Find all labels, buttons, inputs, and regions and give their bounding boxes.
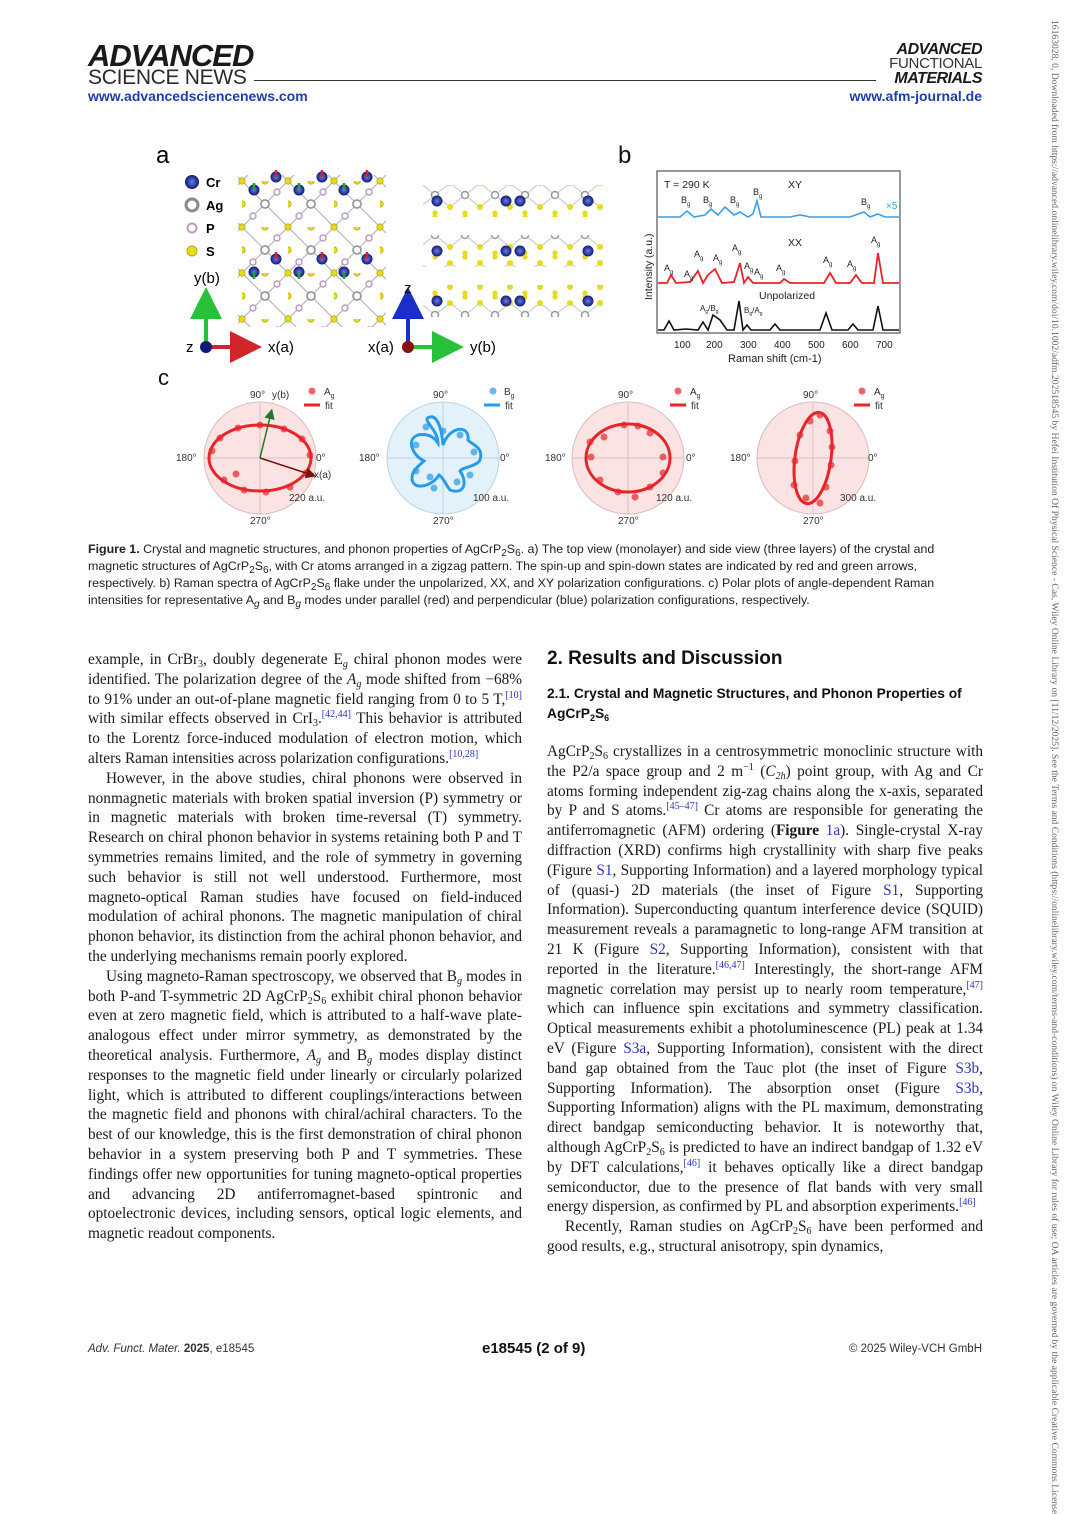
axis-label-z-side: z	[404, 280, 412, 297]
svg-text:fit: fit	[325, 401, 333, 412]
figure-s3a-link[interactable]: S3a	[623, 1039, 647, 1057]
svg-text:Ag: $A_g$	[776, 263, 786, 276]
paragraph: example, in CrBr$_3$, doubly degenerate $E_g$ chiral phonon modes were identified. The polarization degree of the $A_g$ mode shifted from −68% to 91% under an out-of-plane magnetic field ranging from 0 to 5 T,[10] with similar effects observed in CrI$_3$.[42,44] This behavior is attributed to the Lorentz force-induced modulation of electron motion, which alters Raman intensities across polarization configurations.[10,28]	[88, 651, 522, 767]
citation-link[interactable]: [10,28]	[449, 748, 479, 760]
axis-label-yb: y(b)	[194, 270, 220, 287]
svg-text:Bg: $B_g$	[703, 195, 713, 208]
svg-text:90°: 90°	[803, 390, 819, 401]
svg-text:180°: 180°	[359, 453, 380, 464]
citation-link[interactable]: [46]	[683, 1157, 701, 1169]
legend-ag: Ag	[206, 198, 224, 213]
svg-text:Bg: $B_g$	[504, 387, 515, 400]
header-rule	[254, 80, 876, 81]
svg-text:400: 400	[774, 340, 791, 351]
polar-plot-ag5	[176, 387, 335, 527]
unpolarized-label: Unpolarized	[759, 290, 816, 302]
svg-text:600: 600	[842, 340, 859, 351]
svg-text:Ag: $A_g$	[713, 253, 723, 266]
svg-text:Bg: $B_g$	[753, 187, 763, 200]
svg-text:300: 300	[740, 340, 757, 351]
polar-plot-bg4	[359, 387, 515, 527]
caption-label: Figure 1.	[88, 542, 140, 556]
svg-text:Bg: $B_g$	[681, 195, 691, 208]
svg-text:270°: 270°	[803, 516, 824, 527]
citation-link[interactable]: [47]	[966, 979, 983, 991]
svg-text:270°: 270°	[618, 516, 639, 527]
svg-text:180°: 180°	[545, 453, 566, 464]
journal-url-link[interactable]: www.afm-journal.de	[849, 88, 982, 104]
citation-link[interactable]: [46,47]	[715, 959, 745, 971]
xx-label: XX	[788, 237, 803, 249]
svg-text:90°: 90°	[250, 390, 266, 401]
svg-text:0°: 0°	[500, 453, 510, 464]
svg-text:Ag: $A_g$	[823, 255, 833, 268]
axis-label-xa-side: x(a)	[368, 339, 394, 356]
journal-logo	[889, 42, 982, 87]
raman-spectra-chart	[643, 171, 900, 365]
svg-text:90°: 90°	[618, 390, 634, 401]
svg-text:Ag: $A_g$	[684, 269, 694, 282]
svg-text:fit: fit	[691, 401, 699, 412]
side-view-layers	[423, 185, 603, 317]
figure-1-graphic	[150, 135, 930, 535]
svg-text:Ag: $A_g$	[324, 387, 335, 400]
svg-text:Bg: $B_g$	[861, 197, 871, 210]
svg-text:270°: 270°	[433, 516, 454, 527]
citation-link[interactable]: [45–47]	[666, 801, 698, 813]
polar-yb-label: y(b)	[272, 390, 290, 401]
figure-caption: Figure 1. Crystal and magnetic structures, and phonon properties of $AgCrP_2S_6$. a) The top view (monolayer) and side view (three layers) of the crystal and magnetic structures of $AgCrP_2S_6$, with Cr atoms arranged in a zigzag pattern. The spin-up and spin-down states are indicated by red and green arrows, respectively. b) Raman spectra of $AgCrP_2S_6$ flake under the unpolarized, XX, and XY polarization configurations. c) Polar plots of angle-dependent Raman intensities for representative $A_g$ and $B_g$ modes under parallel (red) and perpendicular (blue) polarization configurations, respectively.	[88, 542, 935, 610]
paragraph: Using magneto-Raman spectroscopy, we observed that $B_g$ modes in both P-and T-symmetric 2D $AgCrP_2S_6$ exhibit chiral phonon behavior even at zero magnetic field, which is attributed to a half-wave plate-analogous effect under mirror symmetry, as demonstrated by the theoretical analysis. Furthermore, $A_g$ and $B_g$ modes display distinct responses to the magnetic field under linearly or circularly polarized light, which is attributed to different couplings/interactions between the magnetic field and phonons with chiral/achiral characters. To the best of our knowledge, this is the first demonstration of chiral phonon behavior in a system preserving both P and T symmetries. These findings offer new opportunities for tuning magneto-optical properties and advancing 2D antiferromagnet-based spintronic and optoelectronic devices, including sensors, optical logic elements, and magnetic readout components.	[88, 967, 523, 1243]
figure-s1-link[interactable]: S1	[596, 861, 613, 879]
svg-text:Bg/Ag: $B_g/A_g$	[744, 306, 763, 317]
polar-plot-ag9	[545, 387, 701, 527]
journal-logo-line3: MATERIALS	[894, 70, 982, 88]
footer-journal-ref: Adv. Funct. Mater. 2025, e18545	[88, 1343, 255, 1355]
polar-scale-1: 220 a.u.	[289, 493, 326, 504]
panel-b-label: b	[618, 142, 632, 169]
atom-legend	[185, 175, 223, 259]
footer-page-number: e18545 (2 of 9)	[482, 1340, 586, 1357]
journal-logo-line1: ADVANCED	[896, 41, 982, 58]
svg-text:Bg: $B_g$	[730, 195, 740, 208]
citation-link[interactable]: [10]	[505, 689, 522, 701]
axis-label-z: z	[186, 339, 194, 356]
citation-link[interactable]: [42,44]	[321, 709, 351, 721]
svg-text:700: 700	[876, 340, 893, 351]
legend-cr: Cr	[206, 175, 221, 190]
svg-text:100: 100	[674, 340, 691, 351]
svg-text:Ag/Bg: $A_g/B_g$	[700, 304, 719, 315]
figure-s2-link[interactable]: S2	[649, 940, 666, 958]
polar-scale-3: 120 a.u.	[656, 493, 693, 504]
svg-text:Ag: $A_g$	[664, 263, 674, 276]
svg-text:180°: 180°	[730, 453, 751, 464]
section-heading: 2. Results and Discussion	[547, 648, 783, 669]
svg-text:0°: 0°	[316, 453, 326, 464]
panel-c-label: c	[158, 365, 169, 390]
svg-text:500: 500	[808, 340, 825, 351]
svg-text:180°: 180°	[176, 453, 197, 464]
figure-s3b-link[interactable]: S3b	[955, 1059, 980, 1077]
svg-text:fit: fit	[505, 401, 513, 412]
svg-text:Ag: $A_g$	[874, 387, 885, 400]
footer-copyright: © 2025 Wiley-VCH GmbH	[848, 1343, 982, 1355]
svg-text:Ag: $A_g$	[732, 243, 742, 256]
x-axis-ticks	[674, 340, 893, 351]
citation-link[interactable]: [46]	[959, 1197, 976, 1209]
svg-text:fit: fit	[875, 401, 883, 412]
publisher-url-link[interactable]: www.advancedsciencenews.com	[88, 88, 308, 104]
download-side-note: 16163028, 0, Downloaded from https://advanced.onlinelibrary.wiley.com/doi/10.1002/adfm.202518545 by Hefei Institution Of Physical Science - Cas, Wiley Online Library on [11/12/2025]. See the Terms and Conditions (https://onlinelibrary.wiley.com/terms-and-conditions) on Wiley Online Library for rules of use; OA articles are governed by the applicable Creative Commons License	[1049, 20, 1060, 1514]
xy-label: XY	[788, 179, 803, 191]
polar-xa-label: x(a)	[314, 470, 332, 481]
paragraph: $AgCrP_2S_6$ crystallizes in a centrosymmetric monoclinic structure with the P2/a space group and 2 $m^{-1}$ $(C_{2h})$ point group, with Ag and Cr atoms forming independent zig-zag chains along the x-axis, separated by P and S atoms.[45–47] Cr atoms are responsible for generating the antiferromagnetic (AFM) ordering (Figure 1a). Single-crystal X-ray diffraction (XRD) confirms high crystallinity with sharp five peaks (Figure S1, Supporting Information) and a layered morphology typical of (quasi-) 2D materials (the inset of Figure S1, Supporting Information). Superconducting quantum interference device (SQUID) measurement reveals a paramagnetic to long-range AFM transition at 21 K (Figure S2, Supporting Information), consistent with that reported in the literature.[46,47] Interestingly, the short-range AFM magnetic correlation may persist up to nearly room temperature,[47] which can influence spin excitations and symmetry classification. Optical measurements exhibit a photoluminescence (PL) peak at 1.34 eV (Figure S3a, Supporting Information), consistent with the direct band gap obtained from the Tauc plot (the inset of Figure S3b, Supporting Information). The absorption onset (Figure S3b, Supporting Information) aligns with the PL maximum, demonstrating direct bandgap semiconducting behavior. It is noteworthy that, although $AgCrP_2S_6$ is predicted to have an indirect bandgap of 1.32 eV by DFT calculations,[46] it behaves optically like a direct bandgap semiconductor, due to the presence of flat bands with very small energy dispersion, as confirmed by PL and absorption experiments.[46]	[547, 743, 984, 1216]
svg-text:Ag: $A_g$	[847, 259, 857, 272]
svg-text:Ag: $A_g$	[690, 387, 701, 400]
svg-text:Ag: $A_g$	[694, 249, 704, 262]
svg-text:Ag: $A_g$	[871, 235, 881, 248]
polar-scale-2: 100 a.u.	[473, 493, 510, 504]
svg-text:0°: 0°	[686, 453, 696, 464]
body-column-right	[547, 742, 983, 1257]
figure-s3b-link[interactable]: S3b	[955, 1079, 980, 1097]
axis-label-yb-side: y(b)	[470, 339, 496, 356]
subsection-heading: 2.1. Crystal and Magnetic Structures, and Phonon Properties of $AgCrP_2S_6$	[547, 686, 962, 723]
y-axis-label: Intensity (a.u.)	[643, 233, 655, 300]
axis-label-xa: x(a)	[268, 339, 294, 356]
svg-text:270°: 270°	[250, 516, 271, 527]
top-view-lattice	[238, 170, 386, 327]
polar-plot-ag11	[730, 387, 885, 527]
figure-1a-link[interactable]: 1a	[825, 822, 841, 840]
panel-a-label: a	[156, 142, 170, 169]
temperature-label: T = 290 K	[664, 179, 710, 191]
publisher-logo-line2: SCIENCE NEWS	[88, 66, 247, 90]
svg-text:200: 200	[706, 340, 723, 351]
figure-1	[150, 135, 930, 535]
svg-text:90°: 90°	[433, 390, 449, 401]
svg-text:0°: 0°	[868, 453, 878, 464]
svg-text:Ag: $A_g$	[754, 267, 764, 280]
polar-scale-4: 300 a.u.	[840, 493, 877, 504]
paragraph: Recently, Raman studies on $AgCrP_2S_6$ have been performed and good results, e.g., structural anisotropy, spin dynamics,	[547, 1218, 983, 1255]
figure-s1-link[interactable]: S1	[883, 881, 900, 899]
scale-x5-label: ×5	[886, 201, 898, 212]
legend-p: P	[206, 221, 215, 236]
publisher-logo-line1: ADVANCED	[88, 38, 254, 73]
publisher-logo	[88, 38, 254, 90]
legend-s: S	[206, 244, 215, 259]
body-column-left	[88, 650, 522, 1244]
x-axis-label: Raman shift (cm-1)	[728, 353, 822, 365]
journal-logo-line2: FUNCTIONAL	[889, 55, 982, 73]
paragraph: However, in the above studies, chiral phonons were observed in nonmagnetic materials with broken spatial inversion (P) symmetry or in magnetic materials with broken time-reversal (T) symmetry. Research on chiral phonon behavior in systems retaining both P and T symmetries remains limited, and the role of symmetry in governing such behavior is still not well understood. Furthermore, most magneto-optical Raman studies have focused on field-induced modulation of achiral phonons. The magnetic manipulation of chiral phonon behavior, its distinction from the achiral phonon behavior, and the underlying mechanisms remain poorly explored.	[88, 769, 522, 965]
svg-text:Ag: $A_g$	[744, 261, 754, 274]
